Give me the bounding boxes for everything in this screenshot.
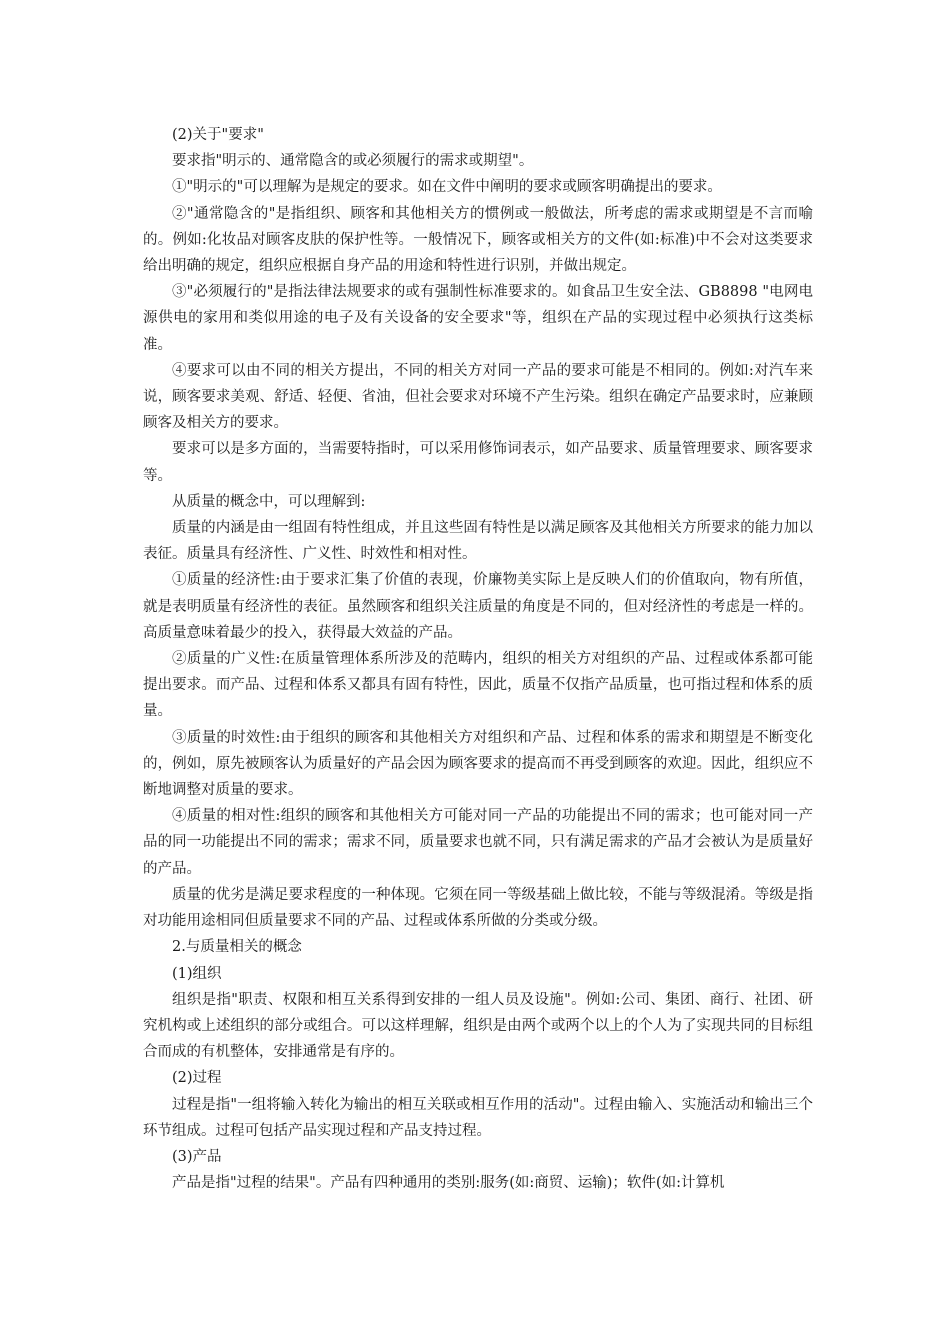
paragraph: ③"必须履行的"是指法律法规要求的或有强制性标准要求的。如食品卫生安全法、GB8898 "电网电源供电的家用和类似用途的电子及有关设备的安全要求"等，组织在产品的实现过程中必须执行这类标准。 xyxy=(143,284,813,353)
paragraph: 质量的优劣是满足要求程度的一种体现。它须在同一等级基础上做比较，不能与等级混淆。等级是指对功能用途相同但质量要求不同的产品、过程或体系所做的分类或分级。 xyxy=(143,886,813,930)
paragraph: ①质量的经济性:由于要求汇集了价值的表现，价廉物美实际上是反映人们的价值取向，物有所值，就是表明质量有经济性的表征。虽然顾客和组织关注质量的角度是不同的，但对经济性的考虑是一样的。高质量意味着最少的投入，获得最大效益的产品。 xyxy=(143,572,813,641)
paragraph: 过程是指"一组将输入转化为输出的相互关联或相互作用的活动"。过程由输入、实施活动和输出三个环节组成。过程可包括产品实现过程和产品支持过程。 xyxy=(143,1096,813,1139)
paragraph: ④要求可以由不同的相关方提出，不同的相关方对同一产品的要求可能是不相同的。例如:对汽车来说，顾客要求美观、舒适、轻便、省油，但社会要求对环境不产生污染。组织在确定产品要求时，应兼顾顾客及相关方的要求。 xyxy=(143,362,813,432)
paragraph: ②"通常隐含的"是指组织、顾客和其他相关方的惯例或一般做法，所考虑的需求或期望是不言而喻的。例如:化妆品对顾客皮肤的保护性等。一般情况下，顾客或相关方的文件(如:标准)中不会对这类要求给出明确的规定，组织应根据自身产品的用途和特性进行识别，并做出规定。 xyxy=(143,205,813,275)
paragraph: ①"明示的"可以理解为是规定的要求。如在文件中阐明的要求或顾客明确提出的要求。 xyxy=(172,179,722,196)
paragraph: 组织是指"职责、权限和相互关系得到安排的一组人员及设施"。例如:公司、集团、商行、社团、研究机构或上述组织的部分或组合。可以这样理解，组织是由两个或两个以上的个人为了实现共同的目标组合而成的有机整体，安排通常是有序的。 xyxy=(143,991,813,1061)
subheading-process: (2)过程 xyxy=(172,1070,222,1087)
paragraph: ②质量的广义性:在质量管理体系所涉及的范畴内，组织的相关方对组织的产品、过程或体系都可能提出要求。而产品、过程和体系又都具有固有特性，因此，质量不仅指产品质量，也可指过程和体系的质量。 xyxy=(143,651,813,720)
paragraph: 质量的内涵是由一组固有特性组成，并且这些固有特性是以满足顾客及其他相关方所要求的能力加以表征。质量具有经济性、广义性、时效性和相对性。 xyxy=(143,520,813,563)
paragraph: 要求可以是多方面的，当需要特指时，可以采用修饰词表示，如产品要求、质量管理要求、顾客要求等。 xyxy=(143,441,813,484)
section-heading-requirements: (2)关于"要求" xyxy=(172,127,264,143)
paragraph: 从质量的概念中，可以理解到: xyxy=(172,493,366,510)
section-heading-related-concepts: 2.与质量相关的概念 xyxy=(172,939,302,956)
paragraph: 要求指"明示的、通常隐含的或必须履行的需求或期望"。 xyxy=(172,153,534,170)
paragraph: ③质量的时效性:由于组织的顾客和其他相关方对组织和产品、过程和体系的需求和期望是不断变化的，例如，原先被顾客认为质量好的产品会因为顾客要求的提高而不再受到顾客的欢迎。因此，组织应不断地调整对质量的要求。 xyxy=(143,729,813,799)
paragraph: 产品是指"过程的结果"。产品有四种通用的类别:服务(如:商贸、运输)；软件(如:计算机 xyxy=(172,1175,725,1192)
document-body xyxy=(143,122,813,1196)
paragraph: ④质量的相对性:组织的顾客和其他相关方可能对同一产品的功能提出不同的需求；也可能对同一产品的同一功能提出不同的需求；需求不同，质量要求也就不同，只有满足需求的产品才会被认为是质量好的产品。 xyxy=(143,808,813,877)
subheading-product: (3)产品 xyxy=(172,1148,222,1165)
subheading-organization: (1)组织 xyxy=(172,965,222,982)
